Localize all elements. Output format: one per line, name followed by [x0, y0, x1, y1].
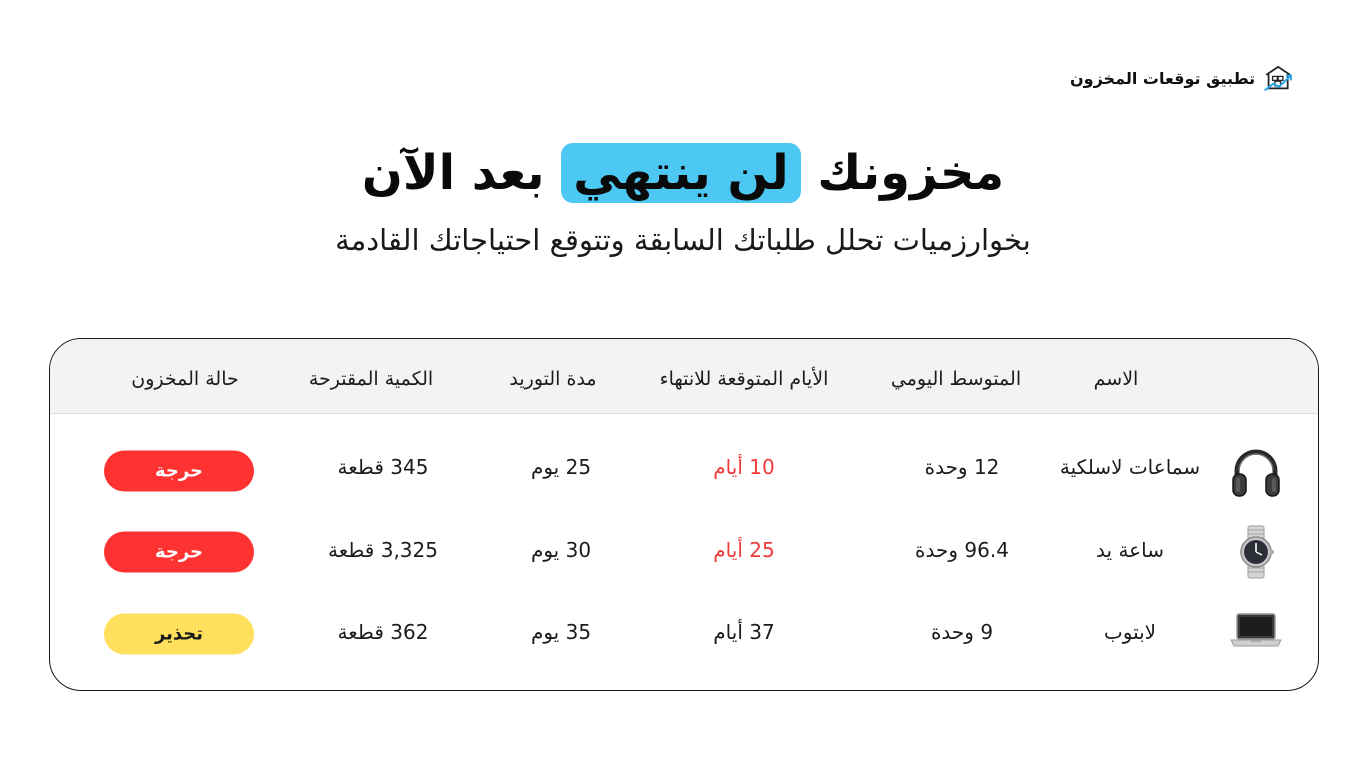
title-part-start: مخزونك [800, 145, 1005, 201]
suggested-quantity-value: 3,325 قطعة [328, 538, 438, 562]
title-highlight: لن ينتهي [561, 143, 800, 203]
app-brand[interactable] [1070, 58, 1295, 98]
lead-time-value: 30 يوم [530, 538, 592, 562]
page-title [0, 138, 1366, 208]
status-badge: حرجة [104, 532, 254, 573]
lead-time-value: 35 يوم [530, 620, 592, 644]
header-stock-status: حالة المخزون [131, 368, 239, 390]
daily-average-value: 9 وحدة [930, 620, 994, 644]
header-lead-time: مدة التوريد [509, 368, 597, 390]
wristwatch-icon [1228, 524, 1284, 580]
header-daily-average: المتوسط اليومي [890, 368, 1022, 390]
headphones-icon [1228, 444, 1284, 500]
warehouse-chart-icon [1263, 58, 1295, 98]
product-name: ساعة يد [1096, 538, 1164, 562]
suggested-quantity-value: 362 قطعة [337, 620, 429, 644]
header-suggested-quantity: الكمية المقترحة [308, 368, 434, 390]
suggested-quantity-value: 345 قطعة [337, 455, 429, 479]
days-to-depletion-value: 37 أيام [713, 620, 775, 644]
daily-average-value: 96.4 وحدة [915, 538, 1009, 562]
daily-average-value: 12 وحدة [924, 455, 1000, 479]
product-name: لابتوب [1103, 620, 1157, 644]
laptop-icon [1228, 602, 1284, 658]
header-name: الاسم [1093, 368, 1139, 390]
inventory-table [49, 338, 1319, 691]
table-header [50, 339, 1318, 414]
app-name: تطبيق توقعات المخزون [1070, 68, 1256, 88]
hero-section [0, 138, 1366, 262]
page-subtitle: بخوارزميات تحلل طلباتك السابقة وتتوقع احتياجاتك القادمة [335, 223, 1031, 257]
title-part-end: بعد الآن [361, 145, 562, 201]
header-days-to-depletion: الأيام المتوقعة للانتهاء [659, 368, 829, 390]
product-name: سماعات لاسلكية [1059, 455, 1201, 479]
status-badge: تحذير [104, 614, 254, 655]
status-badge: حرجة [104, 451, 254, 492]
days-to-depletion-value: 10 أيام [713, 455, 775, 479]
days-to-depletion-value: 25 أيام [713, 538, 775, 562]
lead-time-value: 25 يوم [530, 455, 592, 479]
